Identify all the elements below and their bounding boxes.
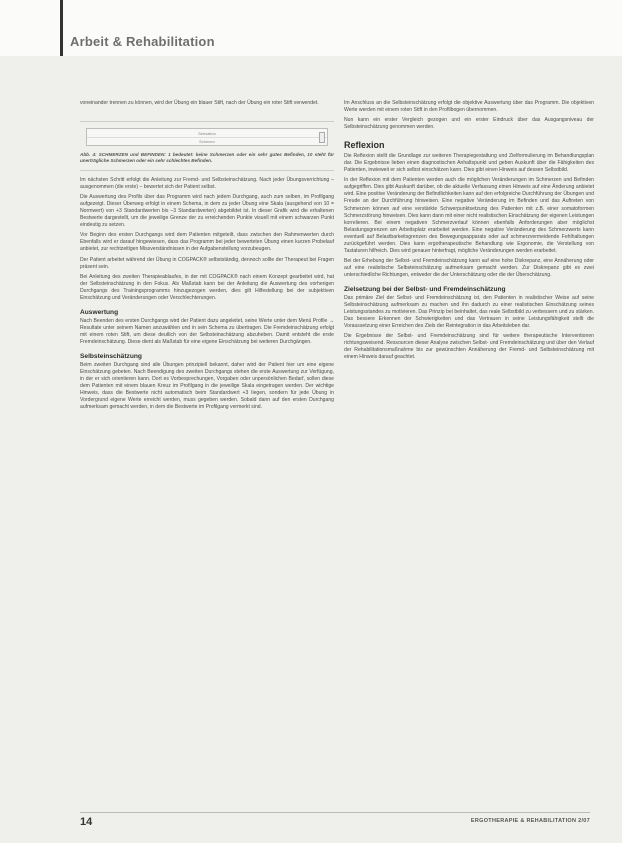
heading-zielsetzung: Zielsetzung bei der Selbst- und Fremdeinschätzung — [344, 285, 506, 293]
left-intro: voneinander trennen zu können, wird der Übung ein blauer Stift, nach der Übung ein roter Stift verwendet. — [80, 100, 319, 106]
paragraph: Die Ergebnisse der Selbst- und Fremdeinschätzung sind für weitere therapeutische Interventionen richtungsweisend. Ressourcen dieser Analyse zwischen Selbst- und Fremdeinschätzung und über den Verlauf der Rehabilitationsmaßnahme bis zur gewünschten Annäherung der Fremd- und Selbsteinschätzung mit einem Hinweis darauf geachtet. — [344, 333, 594, 361]
page-number: 14 — [80, 816, 93, 828]
section-title: Arbeit & Rehabilitation — [70, 34, 215, 49]
heading-selbsteinschaetzung: Selbsteinschätzung — [80, 352, 142, 360]
scale-widget — [86, 128, 328, 146]
paragraph: Im nächsten Schritt erfolgt die Anleitung zur Fremd- und Selbsteinschätzung. Nach jeder Übungsverrichtung – ausgenommen (die erste) – bewertet sich der Patient selbst. — [80, 177, 334, 191]
heading-auswertung: Auswertung — [80, 308, 119, 316]
paragraph: Nach Beenden des ersten Durchgangs wird der Patient dazu angeleitet, seine Werte unter dem Menü Profile → Resultate unter seinem Namen anzuwählen und in sein Schema zu übertragen. Die Fremdeinschätzung erfolgt mit einem roten Stift, um diese deutlich von der Selbsteinschätzung abzuheben. Damit entsteht die erste Fremdeinschätzung. Diese dient als Maßstab für eine eigene Einschätzung bei weiteren Durchgängen. — [80, 317, 334, 345]
paragraph: Bei Anleitung des zweiten Therapieablaufes, in der mit COGPACK® nach einem Konzept gearbeitet wird, hat der Selbsteinschätzung in den Fokus. Als Maßstab kann bei der Anleitung die Auswertung des vorherigen Durchgangs des Trainingsprogramms hinzugezogen werden, dies gilt Hilfestellung bei der subjektiven Einschätzung und Veränderungen oder Verschlechterungen. — [80, 273, 334, 301]
paragraph: Der Patient arbeitet während der Übung in COGPACK® selbstständig, dennoch sollte der Therapeut bei Fragen präsent sein. — [80, 256, 334, 270]
paragraph: Die Reflexion stellt die Grundlage zur weiteren Therapiegestaltung und Zielformulierung im Behandlungsplan dar. Die Ergebnisse lieben einen diagnostischen Anhaltspunkt und geben Auskunft über die Fähigkeiten des Patienten, inwieweit er sich selbst einschätzen kann. Dies gibt einen Hinweis auf dessen Selbstbild. — [344, 153, 594, 174]
left-column — [80, 100, 334, 414]
paragraph: Bei der Erhebung der Selbst- und Fremdeinschätzung kann auf eine hohe Diskrepanz, eine Annäherung oder auf eine realistische Selbsteinschätzung aufmerksam gemacht werden. Zur Diskrepanz gibt es zwei unterschiedliche Richtungen, entweder die der Unterschätzung oder die der Überschätzung. — [344, 257, 594, 278]
header-accent-bar — [60, 0, 63, 56]
paragraph: In der Reflexion mit dem Patienten werden auch die möglichen Veränderungen im Schmerzen und Befinden aufgegriffen. Dies gibt Auskunft darüber, ob die aktuelle Verfassung einen Hinweis auf eine Änderung anbietet wird. Eine positive Veränderung der Befindlichkeiten kann auf den erfolgreiche Durchführung der Übungen und Freude an der Durchführung hinweisen. Eine negative Veränderung im Befinden und das Auftreten von Schmerzen können auf eine verstärkte Schwerpunktsetzung des Patienten mit z.B. einer somatoformen Schmerzstörung hinweisen. Dies kann dann mit einer nicht realistischen Einschätzung der eigenen Leistungen korrelieren. Bei einem negativen Schmerzverlauf können ebenfalls Anforderungen aber möglichst Belastungsgrenzen am Arbeitsplatz erarbeitet werden. Eine negative Veränderung des Schmerzwerts kann eventuell auf Belastbarkeitsgrenzen des Bewegungsapparats oder auf schmerzvermeidende Fehlhaltungen zurückgeführt werden. Dies kann ergotherapeutische Behandlung wie Ergonomie, die Verstellung von Tastaturen hilfreich. Dies wird genauer hinterfragt, mögliche Veränderungen werden erarbeitet. — [344, 177, 594, 254]
paragraph: Die Auswertung des Profils über das Programm wird nach jedem Durchgang, auch zum selben, im Profilgang aufgezeigt. Dieser Überweg erfolgt in einem Schema, in dem zu jeder Übung eine Skala (ausgehend von 10 = Normwert) von +3 Standardwerten bis –3 Standardwerten) abgebildet ist. In dieser Grafik wird die erhaltenen Bestwerte dargestellt, um die jeweilige Grenze der zu erreichenden Punkte visuell mit einem schwarzen Punkt eindeutig zu setzen. — [80, 194, 334, 229]
paragraph: Nun kann ein erster Vergleich gezogen und ein erster Eindruck über das Ausgangsniveau der Selbsteinschätzung genommen werden. — [344, 117, 594, 131]
scale-label-2: Schmerz — [87, 137, 327, 145]
scale-handle-icon — [319, 132, 325, 143]
paragraph: Vor Beginn des ersten Durchgangs wird dem Patienten mitgeteilt, dass zwischen den Rahmenwerten durch Ebenfalls wird er darauf hingewiesen, dass das Programm bei jeder bewerteten Übung einen kurzen Probelauf anbietet, zur rechtzeitigen Missverständnissen in der Aufgabenstellung vorzubeugen. — [80, 232, 334, 253]
heading-reflexion: Reflexion — [344, 140, 385, 151]
paragraph: Das primäre Ziel der Selbst- und Fremdeinschätzung ist, den Patienten in realistischer Weise auf seine Selbsteinschätzung aufmerksam zu machen und ihn dadurch zu einer realistischen Einschätzung seines Leistungsstandes zu motivieren. Das Prinzip bei beinhaltet, das reale Selbstbild zu verbessern und zu stärken. Das bessere Erkennen der Schwierigkeiten und das Vertrauen in seine Leistungsfähigkeit stellt die Voraussetzung einer Erreichen des Ziels der Reintegration in das Arbeitsleben dar. — [344, 294, 594, 330]
journal-name: ERGOTHERAPIE & REHABILITATION 2/07 — [470, 818, 590, 824]
figure-caption: Abb. 4: SCHMERZEN und BEFINDEN: 1 bedeutet: keine Schmerzen oder ein sehr gutes Befinden, 10 steht für unerträgliche Schmerzen oder ein sehr schlechtes Befinden. — [80, 152, 334, 171]
page-header — [0, 0, 622, 56]
paragraph: Beim zweiten Durchgang sind alle Übungen prinzipiell bekannt, daher wird der Patient hier um eine eigene Einschätzung gebeten. Nach Beendigung des zweiten Durchgangs stehen die erste Auswertung zur Verfügung, in der er sich orientieren kann. Dort es Vorbesprechungen, Vorgaben oder unpersönlichen Bedarf, sollen diese dem Patienten mit einem blauen Kreuz im Profilgang in die jeweilige Skala eingetragen werden. Der wichtige Hinweis, dass die Bestwerte nicht automatisch beim Standardwert +3 liegen, sondern für jede Übung in Vordergrund eigene Werte erreicht werden, muss gegeben werden. Sobald dann auf den ersten Durchgang aufmerksam gemacht werden, in dem die Bestwerte im Profilgang vermerkt sind. — [80, 361, 334, 411]
right-column — [344, 100, 594, 364]
footer-divider — [80, 812, 590, 813]
figure-4 — [80, 121, 334, 146]
scale-label-1: Sensation — [198, 131, 216, 137]
paragraph: Im Anschluss an die Selbsteinschätzung erfolgt die objektive Auswertung über das Programm. Die objektiven Werte werden mit einem roten Stift in den Profilbogen übernommen. — [344, 100, 594, 114]
